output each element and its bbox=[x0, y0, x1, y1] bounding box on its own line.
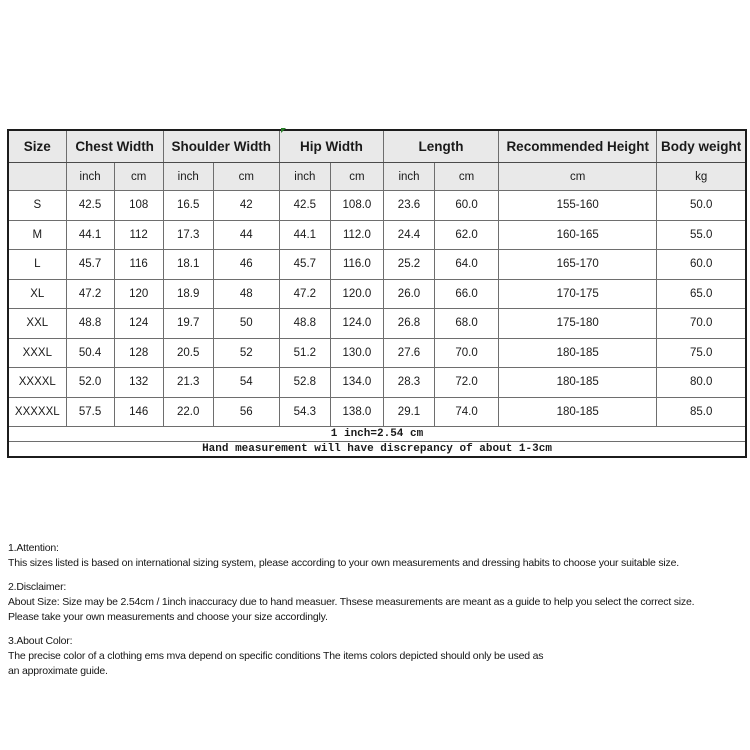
cell-length-cm: 64.0 bbox=[435, 250, 499, 280]
unit-cell-hip-inch: inch bbox=[279, 163, 330, 191]
cell-hip-cm: 108.0 bbox=[330, 191, 383, 221]
cell-height-cm: 180-185 bbox=[499, 368, 657, 398]
table-row bbox=[8, 309, 746, 339]
cell-length-cm: 74.0 bbox=[435, 397, 499, 427]
cell-hip-cm: 120.0 bbox=[330, 279, 383, 309]
column-header-chest-width: Chest Width bbox=[66, 130, 163, 163]
cell-length-inch: 24.4 bbox=[383, 220, 434, 250]
measurement-discrepancy-note: Hand measurement will have discrepancy of about 1-3cm bbox=[8, 442, 746, 458]
column-header-shoulder-width: Shoulder Width bbox=[163, 130, 279, 163]
unit-cell-chest-inch: inch bbox=[66, 163, 114, 191]
cell-chest-inch: 42.5 bbox=[66, 191, 114, 221]
cell-size: XL bbox=[8, 279, 66, 309]
note-heading: 2.Disclaimer: bbox=[8, 581, 67, 593]
cell-length-inch: 25.2 bbox=[383, 250, 434, 280]
cell-shoulder-cm: 46 bbox=[213, 250, 279, 280]
cell-chest-inch: 52.0 bbox=[66, 368, 114, 398]
note-attention bbox=[8, 541, 748, 571]
footer-row-inch-conversion bbox=[8, 427, 746, 442]
cell-chest-inch: 47.2 bbox=[66, 279, 114, 309]
cell-height-cm: 155-160 bbox=[499, 191, 657, 221]
cell-hip-inch: 42.5 bbox=[279, 191, 330, 221]
cell-chest-cm: 128 bbox=[114, 338, 163, 368]
table-row bbox=[8, 279, 746, 309]
cell-size: XXXXXL bbox=[8, 397, 66, 427]
cell-height-cm: 180-185 bbox=[499, 338, 657, 368]
unit-row bbox=[8, 163, 746, 191]
cell-chest-inch: 48.8 bbox=[66, 309, 114, 339]
cell-size: S bbox=[8, 191, 66, 221]
column-header-length: Length bbox=[383, 130, 498, 163]
cell-hip-inch: 51.2 bbox=[279, 338, 330, 368]
cell-hip-cm: 134.0 bbox=[330, 368, 383, 398]
cell-height-cm: 175-180 bbox=[499, 309, 657, 339]
cell-weight-kg: 60.0 bbox=[657, 250, 746, 280]
cell-hip-inch: 48.8 bbox=[279, 309, 330, 339]
cell-length-inch: 26.8 bbox=[383, 309, 434, 339]
cell-hip-inch: 47.2 bbox=[279, 279, 330, 309]
cell-shoulder-inch: 18.1 bbox=[163, 250, 213, 280]
cell-length-cm: 70.0 bbox=[435, 338, 499, 368]
cell-size: XXXL bbox=[8, 338, 66, 368]
cell-height-cm: 180-185 bbox=[499, 397, 657, 427]
cell-hip-inch: 52.8 bbox=[279, 368, 330, 398]
cell-shoulder-cm: 44 bbox=[213, 220, 279, 250]
unit-cell-length-inch: inch bbox=[383, 163, 434, 191]
cell-shoulder-inch: 19.7 bbox=[163, 309, 213, 339]
table-row bbox=[8, 338, 746, 368]
cell-shoulder-inch: 21.3 bbox=[163, 368, 213, 398]
column-header-hip-width: Hip Width bbox=[279, 130, 383, 163]
note-text: an approximate guide. bbox=[8, 665, 108, 677]
cell-shoulder-cm: 50 bbox=[213, 309, 279, 339]
cell-shoulder-inch: 18.9 bbox=[163, 279, 213, 309]
note-text: The precise color of a clothing ems mva depend on specific conditions The items colors depicted should only be used as bbox=[8, 650, 544, 662]
cell-chest-cm: 124 bbox=[114, 309, 163, 339]
unit-cell-weight-kg: kg bbox=[657, 163, 746, 191]
cell-weight-kg: 80.0 bbox=[657, 368, 746, 398]
cell-shoulder-inch: 20.5 bbox=[163, 338, 213, 368]
cell-shoulder-inch: 16.5 bbox=[163, 191, 213, 221]
cell-chest-cm: 120 bbox=[114, 279, 163, 309]
cell-length-cm: 72.0 bbox=[435, 368, 499, 398]
cell-shoulder-cm: 56 bbox=[213, 397, 279, 427]
cell-chest-cm: 112 bbox=[114, 220, 163, 250]
table-row bbox=[8, 368, 746, 398]
column-header-recommended-height: Recommended Height bbox=[499, 130, 657, 163]
unit-cell-height-cm: cm bbox=[499, 163, 657, 191]
size-chart-table-wrap bbox=[7, 129, 747, 458]
cell-length-cm: 68.0 bbox=[435, 309, 499, 339]
cell-chest-inch: 57.5 bbox=[66, 397, 114, 427]
cell-length-inch: 26.0 bbox=[383, 279, 434, 309]
inch-conversion-note: 1 inch=2.54 cm bbox=[8, 427, 746, 442]
note-text: This sizes listed is based on international sizing system, please according to your own measurements and dressing habits to choose your suitable size. bbox=[8, 557, 679, 569]
cell-shoulder-inch: 17.3 bbox=[163, 220, 213, 250]
table-row bbox=[8, 397, 746, 427]
note-text: About Size: Size may be 2.54cm / 1inch inaccuracy due to hand measuer. Thsese measurements are meant as a guide to help you select the correct size. bbox=[8, 596, 695, 608]
cell-chest-inch: 44.1 bbox=[66, 220, 114, 250]
cell-length-inch: 29.1 bbox=[383, 397, 434, 427]
header-row bbox=[8, 130, 746, 163]
cell-weight-kg: 65.0 bbox=[657, 279, 746, 309]
cell-shoulder-cm: 54 bbox=[213, 368, 279, 398]
unit-cell-shoulder-cm: cm bbox=[213, 163, 279, 191]
size-table-body bbox=[8, 191, 746, 427]
cell-hip-inch: 44.1 bbox=[279, 220, 330, 250]
cell-hip-cm: 124.0 bbox=[330, 309, 383, 339]
note-heading: 3.About Color: bbox=[8, 635, 73, 647]
cell-size: XXL bbox=[8, 309, 66, 339]
cell-shoulder-cm: 48 bbox=[213, 279, 279, 309]
size-chart-table bbox=[7, 129, 747, 458]
cell-chest-cm: 116 bbox=[114, 250, 163, 280]
note-about-color bbox=[8, 634, 748, 679]
cell-hip-cm: 130.0 bbox=[330, 338, 383, 368]
unit-cell-empty bbox=[8, 163, 66, 191]
unit-cell-chest-cm: cm bbox=[114, 163, 163, 191]
cell-hip-cm: 116.0 bbox=[330, 250, 383, 280]
column-header-size: Size bbox=[8, 130, 66, 163]
cell-hip-inch: 54.3 bbox=[279, 397, 330, 427]
unit-cell-hip-cm: cm bbox=[330, 163, 383, 191]
cell-size: M bbox=[8, 220, 66, 250]
green-corner-marker-icon bbox=[281, 128, 286, 133]
cell-height-cm: 165-170 bbox=[499, 250, 657, 280]
cell-weight-kg: 75.0 bbox=[657, 338, 746, 368]
cell-weight-kg: 55.0 bbox=[657, 220, 746, 250]
unit-cell-shoulder-inch: inch bbox=[163, 163, 213, 191]
cell-chest-inch: 50.4 bbox=[66, 338, 114, 368]
cell-hip-cm: 112.0 bbox=[330, 220, 383, 250]
footer-row-measurement-note bbox=[8, 442, 746, 458]
column-header-body-weight: Body weight bbox=[657, 130, 746, 163]
note-heading: 1.Attention: bbox=[8, 542, 59, 554]
cell-height-cm: 160-165 bbox=[499, 220, 657, 250]
table-row bbox=[8, 250, 746, 280]
cell-length-cm: 60.0 bbox=[435, 191, 499, 221]
cell-hip-cm: 138.0 bbox=[330, 397, 383, 427]
table-row bbox=[8, 191, 746, 221]
cell-length-cm: 66.0 bbox=[435, 279, 499, 309]
cell-shoulder-inch: 22.0 bbox=[163, 397, 213, 427]
cell-length-inch: 27.6 bbox=[383, 338, 434, 368]
cell-height-cm: 170-175 bbox=[499, 279, 657, 309]
note-disclaimer bbox=[8, 580, 748, 625]
cell-weight-kg: 50.0 bbox=[657, 191, 746, 221]
cell-weight-kg: 70.0 bbox=[657, 309, 746, 339]
cell-length-inch: 28.3 bbox=[383, 368, 434, 398]
notes-section bbox=[8, 541, 748, 688]
table-row bbox=[8, 220, 746, 250]
cell-size: XXXXL bbox=[8, 368, 66, 398]
cell-length-cm: 62.0 bbox=[435, 220, 499, 250]
cell-chest-cm: 108 bbox=[114, 191, 163, 221]
cell-chest-inch: 45.7 bbox=[66, 250, 114, 280]
note-text: Please take your own measurements and choose your size accordingly. bbox=[8, 611, 328, 623]
cell-shoulder-cm: 52 bbox=[213, 338, 279, 368]
cell-shoulder-cm: 42 bbox=[213, 191, 279, 221]
cell-chest-cm: 146 bbox=[114, 397, 163, 427]
cell-size: L bbox=[8, 250, 66, 280]
cell-chest-cm: 132 bbox=[114, 368, 163, 398]
cell-hip-inch: 45.7 bbox=[279, 250, 330, 280]
cell-weight-kg: 85.0 bbox=[657, 397, 746, 427]
cell-length-inch: 23.6 bbox=[383, 191, 434, 221]
unit-cell-length-cm: cm bbox=[435, 163, 499, 191]
